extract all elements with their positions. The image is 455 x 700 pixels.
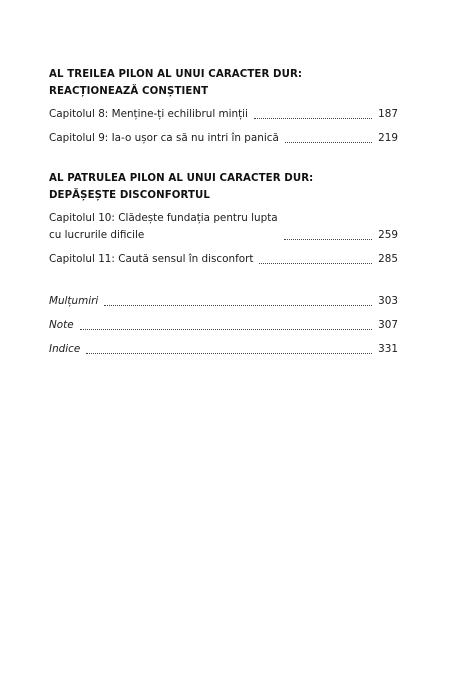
part-three: [49, 66, 398, 147]
toc-entry-chapter-9[interactable]: [49, 130, 398, 147]
entry-title: Indice: [49, 343, 81, 355]
part-heading: [49, 66, 398, 100]
dot-leader: [259, 263, 372, 264]
entry-title: Capitolul 9: Ia-o ușor ca să nu intri în panică: [49, 132, 279, 144]
part-heading: [49, 170, 398, 204]
entry-title: Mulțumiri: [49, 295, 99, 307]
entry-page-number: 303: [378, 295, 398, 307]
toc-entry-index[interactable]: [49, 341, 398, 358]
toc-entry-chapter-11[interactable]: [49, 251, 398, 268]
part-heading-line1: AL TREILEA PILON AL UNUI CARACTER DUR:: [49, 69, 303, 80]
part-heading-line1: AL PATRULEA PILON AL UNUI CARACTER DUR:: [49, 173, 314, 184]
table-of-contents: [49, 66, 398, 365]
entry-page-number: 219: [378, 132, 398, 144]
toc-entry-acknowledgements[interactable]: [49, 293, 398, 310]
entry-page-number: 307: [378, 319, 398, 331]
entry-page-number: 187: [378, 108, 398, 120]
part-four: [49, 170, 398, 268]
entry-title-line2: cu lucrurile dificile: [49, 229, 145, 241]
dot-leader: [254, 118, 372, 119]
dot-leader: [80, 329, 372, 330]
toc-entry-chapter-8[interactable]: [49, 106, 398, 123]
dot-leader: [285, 142, 372, 143]
toc-entry-notes[interactable]: [49, 317, 398, 334]
dot-leader: [104, 305, 372, 306]
dot-leader: [284, 239, 372, 240]
entry-title: [49, 210, 278, 244]
entry-title: Note: [49, 319, 74, 331]
entry-page-number: 259: [378, 229, 398, 241]
toc-entry-chapter-10[interactable]: [49, 210, 398, 244]
part-heading-line2: REACȚIONEAZĂ CONȘTIENT: [49, 86, 209, 97]
back-matter: [49, 293, 398, 358]
entry-page-number: 285: [378, 253, 398, 265]
dot-leader: [86, 353, 372, 354]
entry-title: Capitolul 11: Caută sensul în disconfort: [49, 253, 254, 265]
part-heading-line2: DEPĂȘEȘTE DISCONFORTUL: [49, 190, 211, 201]
entry-page-number: 331: [378, 343, 398, 355]
entry-title-line1: Capitolul 10: Clădește fundația pentru lupta: [49, 212, 278, 224]
entry-title: Capitolul 8: Menține-ți echilibrul minții: [49, 108, 248, 120]
